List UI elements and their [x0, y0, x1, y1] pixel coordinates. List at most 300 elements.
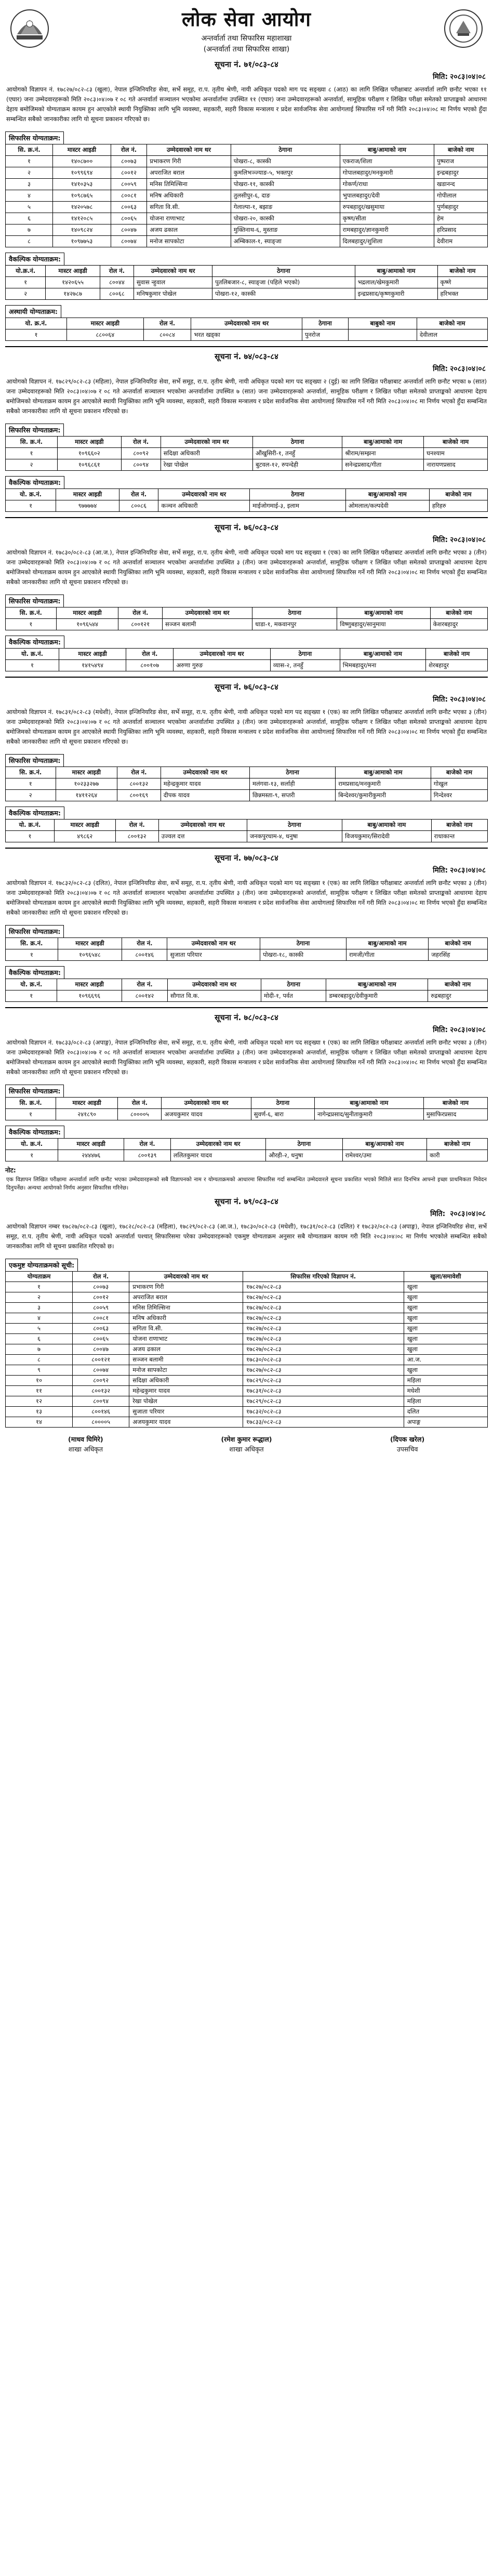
- table-cell: आ.ज.: [404, 1355, 487, 1365]
- table-header-row: [6, 1272, 488, 1282]
- table-cell: व्यास-२, तनहुँ: [270, 660, 340, 671]
- table-header-cell: उम्मेदवारको नाम थर: [158, 489, 250, 500]
- table-header-cell: ठेगाना: [302, 318, 348, 329]
- table-cell: ८००९२: [121, 448, 161, 459]
- table-cell: १७८३०/०८२-८३: [243, 1355, 404, 1365]
- table-cell: १०९६५४८: [58, 949, 122, 961]
- table-cell: पोखरा-१२, कास्की: [212, 288, 355, 300]
- table-header-cell: ठेगाना: [253, 437, 342, 448]
- table-header-row: [6, 489, 488, 500]
- table-header-cell: मास्टर आइडी: [66, 318, 143, 329]
- table-row: [6, 236, 488, 247]
- table-cell: गोपालबहादुर/मनकुमारी: [340, 167, 434, 179]
- signatory-name: (रमेश कुमार रूद्धाल): [221, 1435, 272, 1443]
- table-header-cell: बाबु/आमाको नाम: [355, 266, 437, 277]
- table-cell: मनिषकुमार पोखेल: [134, 288, 212, 300]
- table-row: [6, 448, 488, 459]
- table-cell: २: [6, 167, 53, 179]
- table-cell: महिला: [404, 1396, 487, 1407]
- table-cell: १: [6, 831, 55, 842]
- table-cell: हरिप्रसाद: [434, 224, 488, 236]
- notices-container: [5, 59, 488, 1161]
- table-cell: १७८२७/०८२-८३: [243, 1282, 404, 1292]
- table-cell: ८००१२१: [118, 619, 163, 630]
- merit-table: [5, 937, 488, 961]
- table-cell: ८००६३: [111, 202, 146, 213]
- table-row: [6, 1282, 488, 1292]
- date-value: २०८३।०४।०८: [450, 536, 486, 544]
- table-cell: १७८२७/०८२-८३: [243, 1334, 404, 1344]
- table-header-cell: ठेगाना: [212, 266, 355, 277]
- notice-paragraph: आयोगको विज्ञापन नं. १७८३१/०८२-८३ (मधेशी), नेपाल इन्जिनियरिङ सेवा, सर्भे समूह, रा.प. तृतीय श्रेणी, नायी अधिकृत पदको माग पद सङ्ख्या १ (एक) का लागि लिखित परीक्षाबाट अन्तर्वार्ता लागि छनौट भएका ३ (तीन) जना उम्मेदवारहरूको मिति २०८३।०४।०७ र ०८ गते अन्तर्वार्ता सञ्चालन भएकोमा अन्तर्वार्तामा उपस्थित ३ (तीन) जना उम्मेदवारहरूको अन्तर्वार्ता, सामूहिक परीक्षण र लिखित परीक्षा समेतको प्राप्ताङ्कको आधारमा देहाय बमोजिमको योग्यताक्रम कायम हुन आएकोले स्थायी नियुक्तिका लागि भूमि व्यवस्था, सहकारी, सहरी विकास मन्त्रालय र प्रदेश सार्वजनिक सेवा आयोगलाई सिफारिस गर्ने गरी मिति २०८३।०४।०८ मा निर्णय भएको हुँदा सम्बन्धित सबैको जानकारीका लागि यो सूचना प्रकाशन गरिएको छ।: [6, 708, 487, 745]
- table-cell: देवीलाल: [417, 329, 487, 341]
- table-cell: सनेन्द्रप्रसाद/गीता: [342, 459, 424, 471]
- section-title: सिफारिस योग्यताक्रम:: [5, 754, 64, 767]
- table-cell: श्रीराम/सम्झना: [342, 448, 424, 459]
- final-notice: [5, 1196, 488, 1428]
- notice: [5, 677, 488, 842]
- table-cell: तुलसीपुर-६, दाङ: [231, 190, 340, 202]
- section-title: सिफारिस योग्यताक्रम:: [5, 925, 64, 937]
- table-header-cell: बाजेको नाम: [429, 489, 487, 500]
- table-cell: ८००७३: [73, 1282, 129, 1292]
- table-cell: १: [6, 329, 67, 341]
- table-header-cell: उम्मेदवारको नाम थर: [170, 1139, 265, 1150]
- final-notice-paragraph: आयोगको विज्ञापन नम्बर १७८२७/०८२-८३ (खुला), १७८२८/०८२-८३ (महिला), १७८२९/०८२-८३ (आ.ज.), १७८३०/०८२-८३ (मधेशी), १७८३१/०८२-८३ (दलित) र १७८३२/०८२-८३ (अपाङ्ग), नेपाल इन्जिनियरिङ सेवा, सर्भे समूह, रा.प. तृतीय श्रेणी, नायी अधिकृत पदको अन्तर्वार्ता पश्चात् सिफारिसमा परेका उम्मेदवारहरूको एकमुष्ट योग्यताक्रम अनुसार सबै योग्यताक्रम कायम गरी मिति २०८३।०४।०८ मा निर्णय भएकोले सम्बन्धित सबैको जानकारीका लागि यो सूचना प्रकाशित गरिएको छ।: [6, 1223, 487, 1250]
- table-cell: १: [6, 277, 46, 288]
- table-row: [6, 790, 488, 801]
- table-cell: सञ्जन बलामी: [129, 1355, 243, 1365]
- notice-paragraph: आयोगको विज्ञापन नं. १७८२९/०८२-८३ (महिला), नेपाल इन्जिनियरिङ सेवा, सर्भे समूह, रा.प. तृतीय श्रेणी, नायी अधिकृत पदको माग पद सङ्ख्या २ (दुई) का लागि लिखित परीक्षाबाट अन्तर्वार्ता लागि छनौट भएका ७ (सात) जना उम्मेदवारहरूको मिति २०८३।०४।०७ र ०८ गते अन्तर्वार्ता सञ्चालन भएकोमा अन्तर्वार्तामा उपस्थित ७ (सात) जना उम्मेदवारहरूको अन्तर्वार्ता, सामूहिक परीक्षण र लिखित परीक्षा समेतको प्राप्ताङ्कको आधारमा देहाय बमोजिमको योग्यताक्रम कायम हुन आएकोले स्थायी नियुक्तिका लागि भूमि व्यवस्था, सहकारी, सहरी विकास मन्त्रालय र प्रदेश सार्वजनिक सेवा आयोगलाई सिफारिस गर्ने गरी मिति २०८३।०४।०८ मा निर्णय भएको हुँदा सम्बन्धित सबैको जानकारीका लागि यो सूचना प्रकाशन गरिएको छ।: [6, 378, 487, 415]
- table-row: [6, 1407, 488, 1417]
- table-cell: छिन्नमस्ता-९, सप्तरी: [249, 790, 335, 801]
- section-title: सिफारिस योग्यताक्रम:: [5, 1085, 64, 1097]
- table-cell: गोपीलाल: [434, 190, 488, 202]
- merit-table: [5, 767, 488, 801]
- table-cell: सुजाता परियार: [129, 1407, 243, 1417]
- table-cell: १४२०५७८: [53, 202, 111, 213]
- table-row: [6, 1417, 488, 1428]
- table-header-cell: रोल नं.: [122, 979, 167, 990]
- combined-list-title: एकमुष्ट योग्यताक्रमको सूची:: [5, 1259, 78, 1271]
- section-title: सिफारिस योग्यताक्रम:: [5, 424, 64, 436]
- table-header-cell: सि. क्र.नं.: [6, 767, 56, 778]
- section-title: वैकल्पिक योग्यताक्रम:: [5, 636, 64, 648]
- table-cell: ८००६५: [111, 213, 146, 224]
- section-title: अस्थायी योग्यताक्रम:: [5, 305, 61, 318]
- signatory-post: शाखा अधिकृत: [229, 1445, 264, 1453]
- table-cell: गिन्देश्वर: [431, 790, 487, 801]
- section-title: वैकल्पिक योग्यताक्रम:: [5, 807, 64, 819]
- table-cell: गोखुल: [431, 778, 487, 790]
- merit-table: [5, 436, 488, 471]
- table-cell: सदिक्षा अधिकारी: [129, 1376, 243, 1386]
- table-header-cell: ठेगाना: [250, 489, 346, 500]
- table-header-cell: ठेगाना: [270, 649, 340, 660]
- signature-block: [197, 1435, 296, 1454]
- table-row: [6, 202, 488, 213]
- table-row: [6, 1365, 488, 1376]
- table-row: [6, 224, 488, 236]
- table-cell: महेन्द्रकुमार यादव: [161, 778, 249, 790]
- table-cell: अजय ढकाल: [129, 1344, 243, 1355]
- table-cell: १०९७७५३: [53, 236, 111, 247]
- table-header-cell: बाबु/आमाको नाम: [346, 938, 428, 949]
- table-cell: १: [6, 1282, 73, 1292]
- table-cell: ८००१३९: [124, 1150, 171, 1161]
- table-row: [6, 1386, 488, 1396]
- table-cell: पोखरा-२०, कास्की: [231, 213, 340, 224]
- table-cell: भद्रलाल/खेमकुमारी: [355, 277, 437, 288]
- table-header-cell: उम्मेदवारको नाम थर: [163, 607, 252, 619]
- table-cell: ४: [6, 190, 53, 202]
- table-cell: ८००००५: [118, 1109, 162, 1120]
- table-cell: सुवर्ण-६, बारा: [251, 1109, 314, 1120]
- section-title: वैकल्पिक योग्यताक्रम:: [5, 966, 64, 979]
- table-cell: मोदी-१, पर्वत: [261, 990, 326, 1002]
- table-cell: खुला: [404, 1292, 487, 1303]
- table-cell: १: [6, 500, 56, 512]
- table-header-cell: बाजेको नाम: [426, 649, 488, 660]
- table-cell: ४: [6, 1313, 73, 1324]
- table-cell: खुला: [404, 1282, 487, 1292]
- table-cell: ८००१६९: [117, 790, 161, 801]
- table-cell: ८००१४६: [73, 1407, 129, 1417]
- table-cell: ८००९४: [73, 1396, 129, 1407]
- table-cell: ३: [6, 179, 53, 190]
- table-header-cell: सिफारिस गरिएको विज्ञापन नं.: [243, 1272, 404, 1282]
- table-cell: उज्वल दत्त: [158, 831, 247, 842]
- table-cell: मुक्तिनाथ-६, मुस्ताङ: [231, 224, 340, 236]
- table-cell: १: [6, 778, 56, 790]
- table-header-cell: मास्टर आइडी: [54, 820, 115, 831]
- table-header-cell: बाबु/आमाको नाम: [336, 767, 431, 778]
- final-notice-title: सूचना नं. ७९/०८३-८४: [215, 1197, 278, 1206]
- table-header-cell: रोल नं.: [111, 144, 146, 156]
- table-cell: २४१८९०: [56, 1109, 118, 1120]
- table-header-cell: बाबु/आमाको नाम: [326, 979, 428, 990]
- table-header-row: [6, 144, 488, 156]
- table-row: [6, 459, 488, 471]
- table-cell: सगिता वि.सी.: [147, 202, 231, 213]
- table-header-cell: रोल नं.: [121, 437, 161, 448]
- table-cell: ८००७४: [111, 236, 146, 247]
- note-label: नोट:: [5, 1167, 16, 1174]
- table-header-cell: ठेगाना: [266, 1139, 342, 1150]
- table-cell: केशरबहादुर: [430, 619, 487, 630]
- table-cell: दीपक यादव: [161, 790, 249, 801]
- table-cell: अपाङ्ग: [404, 1417, 487, 1428]
- table-cell: मुसाफिरप्रसाद: [423, 1109, 487, 1120]
- notice: [5, 346, 488, 512]
- table-row: [6, 1292, 488, 1303]
- table-cell: प्रभाकरण गिरी: [129, 1282, 243, 1292]
- table-header-cell: सि. क्र.नं.: [6, 607, 57, 619]
- table-cell: खुला: [404, 1324, 487, 1334]
- table-cell: कृष्ण/सीता: [340, 213, 434, 224]
- table-header-cell: उम्मेदवारको नाम थर: [147, 144, 231, 156]
- table-cell: देवीराम: [434, 236, 488, 247]
- table-cell: अपराजित बराल: [147, 167, 231, 179]
- org-title: लोक सेवा आयोग: [181, 7, 312, 31]
- merit-table: [5, 648, 488, 671]
- date-label: मिति:: [432, 365, 448, 373]
- table-header-cell: उम्मेदवारको नाम थर: [158, 820, 247, 831]
- table-cell: ७: [6, 1344, 73, 1355]
- table-cell: ९७७७७४: [56, 500, 119, 512]
- table-row: [6, 949, 488, 961]
- table-header-row: [6, 1098, 488, 1109]
- table-header-row: [6, 979, 488, 990]
- table-header-cell: रोल नं.: [126, 649, 174, 660]
- table-header-cell: उम्मेदवारको नाम थर: [167, 979, 261, 990]
- table-cell: नारायणप्रसाद: [424, 459, 488, 471]
- table-cell: मधेशी: [404, 1386, 487, 1396]
- table-header-cell: उम्मेदवारको नाम थर: [162, 1098, 251, 1109]
- table-cell: मनोज सापकोटा: [129, 1365, 243, 1376]
- section-title: वैकल्पिक योग्यताक्रम:: [5, 253, 64, 265]
- table-header-cell: बाजेको नाम: [434, 144, 488, 156]
- notice: [5, 59, 488, 341]
- table-cell: मनोज सापकोटा: [147, 236, 231, 247]
- table-header-cell: ठेगाना: [247, 820, 342, 831]
- table-cell: कारी: [427, 1150, 488, 1161]
- table-cell: सगिता वि.सी.: [129, 1324, 243, 1334]
- table-body: [6, 1282, 488, 1428]
- notice-paragraph: आयोगको विज्ञापन नं. १७८२७/०८२-८३ (खुला), नेपाल इन्जिनियरिङ सेवा, सर्भे समूह, रा.प. तृतीय श्रेणी, नायी अधिकृत पदको माग पद सङ्ख्या ८ (आठ) का लागि लिखित परीक्षाबाट अन्तर्वार्ता लागि छनौट भएका ११ (एघार) जना उम्मेदवारहरूको मिति २०८३।०४।०७ र ०८ गते अन्तर्वार्ता सञ्चालन भएकोमा अन्तर्वार्तामा उपस्थित ११ (एघार) जना उम्मेदवारहरूको अन्तर्वार्ता, सामूहिक परीक्षण र लिखित परीक्षा समेतको प्राप्ताङ्कको आधारमा देहाय बमोजिमको योग्यताक्रम कायम हुन आएकोले स्थायी नियुक्तिका लागि भूमि व्यवस्था, सहकारी, सहरी विकास मन्त्रालय र प्रदेश सार्वजनिक सेवा आयोगलाई सिफारिस गर्ने गरी मिति २०८३।०४।०८ मा निर्णय भएको हुँदा सम्बन्धित सबैको जानकारीका लागि यो सूचना प्रकाशन गरिएको छ।: [6, 86, 487, 123]
- table-cell: कृष्णे: [437, 277, 487, 288]
- table-cell: मलंगवा-१३, सर्लाही: [249, 778, 335, 790]
- table-header-cell: बाजेको नाम: [428, 979, 488, 990]
- table-cell: १०९६८६१: [57, 459, 121, 471]
- table-cell: अपराजित बराल: [129, 1292, 243, 1303]
- table-cell: बिन्देश्वर/कुमारीकुमारी: [336, 790, 431, 801]
- table-header-cell: यो. क्र.नं.: [6, 979, 57, 990]
- signatory-name: (माधव घिमिरे): [68, 1435, 103, 1443]
- table-cell: औरही-२, धनुषा: [266, 1150, 342, 1161]
- table-header-cell: उम्मेदवारको नाम थर: [129, 1272, 243, 1282]
- table-cell: महिला: [404, 1376, 487, 1386]
- table-cell: १: [6, 448, 58, 459]
- table-cell: ८००१४६: [122, 949, 167, 961]
- table-cell: २: [6, 790, 56, 801]
- table-header-cell: बाबु/आमाको नाम: [337, 607, 430, 619]
- table-cell: पोखरा-१८, कास्की: [260, 949, 347, 961]
- table-cell: अजयकुमार यादव: [129, 1417, 243, 1428]
- table-header-cell: मास्टर आइडी: [57, 437, 121, 448]
- table-cell: कुमलिभञ्ज्याङ-५, भक्तपुर: [231, 167, 340, 179]
- table-header-cell: उम्मेदवारको नाम थर: [167, 938, 260, 949]
- table-cell: नागेन्द्रप्रसाद/सुनीताकुमारी: [315, 1109, 424, 1120]
- table-header-cell: मास्टर आइडी: [56, 607, 118, 619]
- merit-table: [5, 265, 488, 300]
- table-cell: १: [6, 1150, 58, 1161]
- table-cell: राधाकान्त: [431, 831, 487, 842]
- table-header-row: [6, 1139, 488, 1150]
- table-header-cell: रोल नं.: [119, 489, 158, 500]
- table-row: [6, 1396, 488, 1407]
- table-cell: सदिक्षा अधिकारी: [161, 448, 252, 459]
- date-label: मिति:: [432, 866, 448, 875]
- signatory-post: उपसचिव: [396, 1445, 418, 1453]
- table-cell: पोखरा-११, कास्की: [231, 179, 340, 190]
- signatures: [5, 1435, 488, 1454]
- table-row: [6, 190, 488, 202]
- table-cell: १४१५४९४: [59, 660, 126, 671]
- table-cell: १: [6, 1109, 56, 1120]
- table-cell: ४९८६२: [54, 831, 115, 842]
- table-row: [6, 1334, 488, 1344]
- psc-logo-icon: [443, 8, 484, 49]
- table-cell: रामबहादुर/ज्ञानकुमारी: [340, 224, 434, 236]
- table-cell: सौगात वि.क.: [167, 990, 261, 1002]
- table-header-cell: रोल नं.: [143, 318, 191, 329]
- table-row: [6, 1303, 488, 1313]
- table-header-row: [6, 437, 488, 448]
- table-row: [6, 778, 488, 790]
- table-cell: १२: [6, 1396, 73, 1407]
- table-cell: ८००१२१: [73, 1355, 129, 1365]
- signature-block: [358, 1435, 457, 1454]
- merit-table: [5, 979, 488, 1002]
- date-label: मिति:: [432, 695, 448, 704]
- table-cell: २४४४७६: [58, 1150, 124, 1161]
- table-cell: ८००६५: [73, 1334, 129, 1344]
- table-header-cell: ठेगाना: [261, 979, 326, 990]
- date-value: २०८३।०४।०८: [450, 365, 486, 373]
- table-cell: ललितकुमार यादव: [170, 1150, 265, 1161]
- table-cell: १: [6, 156, 53, 167]
- signatory-name: (दिपक खरेल): [390, 1435, 425, 1443]
- table-header-cell: बाबु/आमाको नाम: [340, 144, 434, 156]
- table-cell: गोकर्ण/राधा: [340, 179, 434, 190]
- table-cell: रेखा पोखेल: [129, 1396, 243, 1407]
- table-cell: ८००८१: [111, 190, 146, 202]
- table-cell: ८००४७: [73, 1344, 129, 1355]
- table-cell: ८००६३: [73, 1324, 129, 1334]
- table-header-cell: योग्यताक्रम: [6, 1272, 73, 1282]
- table-header-cell: उम्मेदवारको नाम थर: [191, 318, 302, 329]
- table-cell: ८००९२: [73, 1376, 129, 1386]
- table-cell: ८००८१: [73, 1313, 129, 1324]
- table-cell: १७८२९/०८२-८३: [243, 1376, 404, 1386]
- table-header-cell: ठेगाना: [252, 607, 337, 619]
- table-cell: १०९६६०२: [57, 448, 121, 459]
- note-text: एक विज्ञापन लिखित परीक्षामा अन्तर्वार्ता लागि छनौट भएका उम्मेदवारहरूको सबै विज्ञापनको नाम र योग्यताक्रमको आधारमा सिफारिस गर्दा सम्बन्धित उम्मेदवारले सूचना प्रकाशित भएको मितिले सात दिनभित्र आफ्नो इच्छा प्राथमिकता निवेदन दिनुपर्नेछ। अन्यथा आयोगको निर्णय अनुसार सिफारिस गरिनेछ।: [6, 1177, 487, 1191]
- table-cell: अजयकुमार यादव: [162, 1109, 251, 1120]
- table-header-cell: खुला/समावेशी: [404, 1272, 487, 1282]
- notice-date: [5, 364, 486, 374]
- table-cell: डम्बरबहादुर/देवीकुमारी: [326, 990, 428, 1002]
- merit-table: [5, 488, 488, 512]
- table-cell: अजय ढकाल: [147, 224, 231, 236]
- table-cell: ८००५९: [73, 1303, 129, 1313]
- table-row: [6, 660, 488, 671]
- table-cell: २: [6, 288, 46, 300]
- table-cell: ८००४४: [100, 277, 134, 288]
- table-header-cell: बाबु/आमाको नाम: [342, 437, 424, 448]
- table-header-row: [6, 266, 488, 277]
- table-cell: १७८२९/०८२-८३: [243, 1396, 404, 1407]
- table-row: [6, 1150, 488, 1161]
- table-cell: १४०८७००: [53, 156, 111, 167]
- table-header-cell: यो. क्र.नं.: [6, 489, 56, 500]
- table-header-cell: सि. क्र.नं.: [6, 938, 58, 949]
- notice-date: [5, 1025, 486, 1035]
- table-header-cell: रोल नं.: [118, 1098, 162, 1109]
- table-cell: भरत खड्का: [191, 329, 302, 341]
- merit-table: [5, 318, 488, 341]
- table-header-row: [6, 649, 488, 660]
- table-cell: ८००८६: [119, 500, 158, 512]
- table-cell: महेन्द्रकुमार यादव: [129, 1386, 243, 1396]
- section-title: सिफारिस योग्यताक्रम:: [5, 595, 64, 607]
- table-header-row: [6, 607, 488, 619]
- table-cell: १७८३३/०८२-८३: [243, 1417, 404, 1428]
- table-header-cell: उम्मेदवारको नाम थर: [174, 649, 271, 660]
- table-cell: जनकपुरधाम-४, धनुषा: [247, 831, 342, 842]
- table-header-cell: ठेगाना: [249, 767, 335, 778]
- table-cell: १: [6, 619, 57, 630]
- table-cell: विष्णुबहादुर/सानुमाया: [337, 619, 430, 630]
- table-cell: ७: [6, 224, 53, 236]
- table-row: [6, 288, 488, 300]
- merit-table: [5, 819, 488, 842]
- table-cell: अरुणा गुरुङ: [174, 660, 271, 671]
- table-cell: ८००१३२: [115, 831, 158, 842]
- table-cell: १४२०६५५: [46, 277, 100, 288]
- table-cell: पुष्पराज: [434, 156, 488, 167]
- table-cell: भिमबहादुर/मना: [340, 660, 425, 671]
- table-header-cell: ठेगाना: [231, 144, 340, 156]
- table-header-cell: मास्टर आइडी: [57, 979, 122, 990]
- table-header-cell: बाजेको नाम: [431, 767, 487, 778]
- notice-title: सूचना नं. ७८/०८३-८४: [215, 1013, 278, 1022]
- table-cell: पुनरोज: [302, 329, 348, 341]
- table-header-cell: बाबु/आमाको नाम: [342, 1139, 427, 1150]
- notice-divider: [5, 1007, 488, 1008]
- merit-table: [5, 1097, 488, 1120]
- table-row: [6, 179, 488, 190]
- table-cell: [349, 329, 417, 341]
- merit-table: [5, 144, 488, 247]
- table-cell: ३: [6, 1303, 73, 1313]
- notice-paragraph: आयोगको विज्ञापन नं. १७८३०/०८२-८३ (आ.ज.), नेपाल इन्जिनियरिङ सेवा, सर्भे समूह, रा.प. तृतीय श्रेणी, नायी अधिकृत पदको माग पद सङ्ख्या १ (एक) का लागि लिखित परीक्षाबाट अन्तर्वार्ता लागि छनौट भएका ३ (तीन) जना उम्मेदवारहरूको मिति २०८३।०४।०७ र ०८ गते अन्तर्वार्ता सञ्चालन भएकोमा अन्तर्वार्तामा उपस्थित ३ (तीन) जना उम्मेदवारहरूको अन्तर्वार्ता, सामूहिक परीक्षण र लिखित परीक्षा समेतको प्राप्ताङ्कको आधारमा देहाय बमोजिमको योग्यताक्रम कायम हुन आएकोले स्थायी नियुक्तिका लागि भूमि व्यवस्था, सहकारी, सहरी विकास मन्त्रालय र प्रदेश सार्वजनिक सेवा आयोगलाई सिफारिस गर्ने गरी मिति २०८३।०४।०८ मा निर्णय भएको हुँदा सम्बन्धित सबैको जानकारीका लागि यो सूचना प्रकाशन गरिएको छ।: [6, 549, 487, 586]
- table-row: [6, 213, 488, 224]
- notice-title: सूचना नं. ७४/०८३-८४: [215, 352, 278, 361]
- table-cell: सुवास न्हुवाल: [134, 277, 212, 288]
- table-cell: २: [6, 459, 58, 471]
- table-header-row: [6, 938, 488, 949]
- table-header-cell: बाबु/आमाको नाम: [340, 649, 425, 660]
- date-label: मिति:: [430, 1210, 446, 1218]
- table-header-cell: सि. क्र.नं.: [6, 437, 58, 448]
- table-cell: प्रभाकरण गिरी: [147, 156, 231, 167]
- table-header-cell: यो. क्र.नं.: [6, 1139, 58, 1150]
- table-cell: १४०९८२४: [53, 224, 111, 236]
- table-header-cell: बाजेको नाम: [430, 607, 487, 619]
- table-cell: १७८२७/०८२-८३: [243, 1344, 404, 1355]
- table-header-cell: रोल नं.: [73, 1272, 129, 1282]
- table-cell: ५: [6, 202, 53, 213]
- table-header-cell: मास्टर आइडी: [56, 489, 119, 500]
- table-cell: हरिहरु: [429, 500, 487, 512]
- table-cell: ६: [6, 1334, 73, 1344]
- table-cell: १०: [6, 1376, 73, 1386]
- table-cell: ८: [6, 236, 53, 247]
- date-label: मिति:: [432, 73, 448, 81]
- notice-date: [5, 72, 486, 82]
